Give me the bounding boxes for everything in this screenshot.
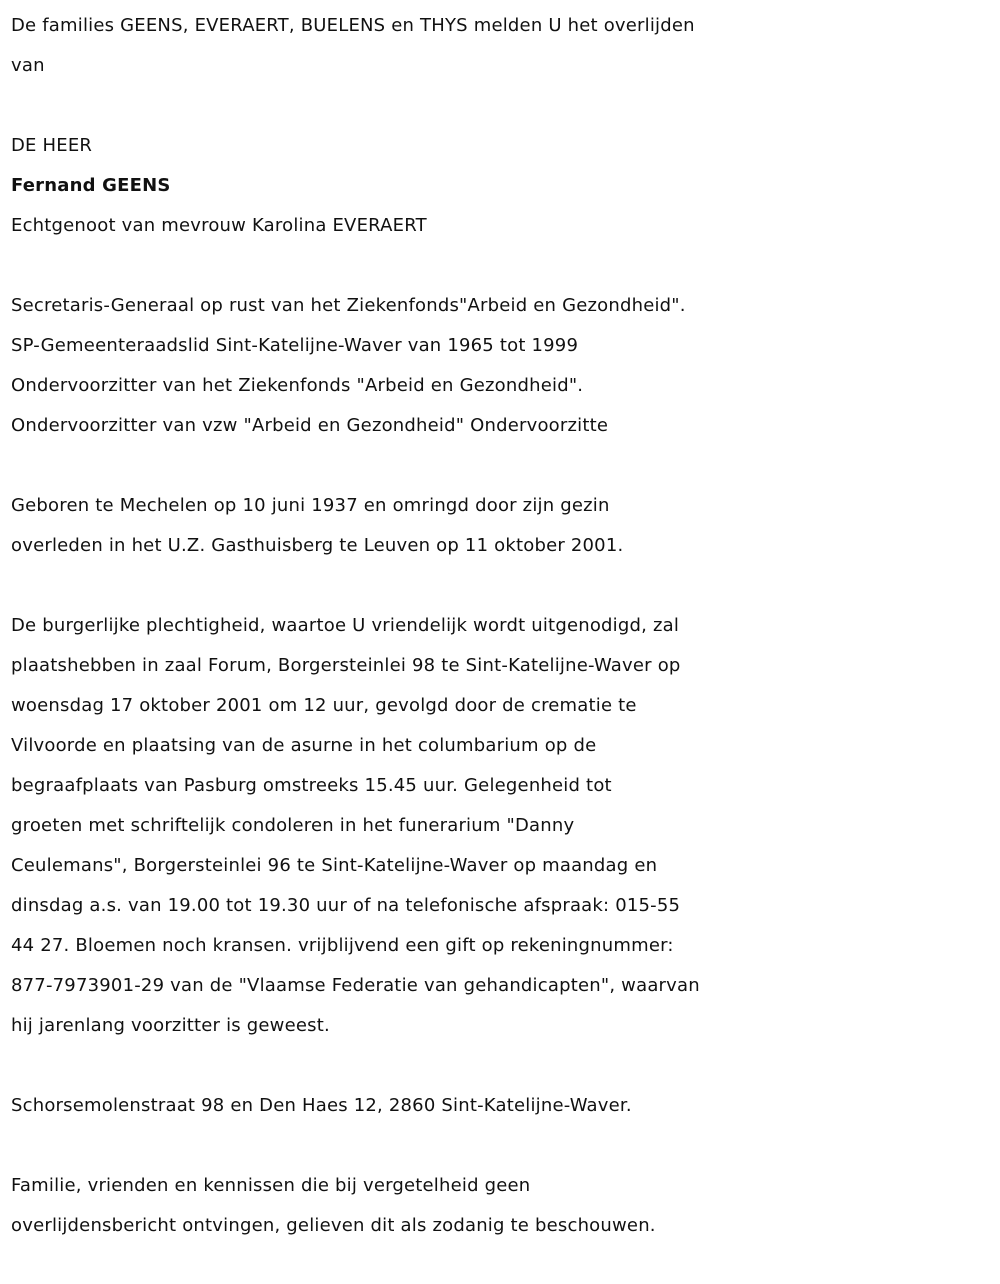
function-line: Ondervoorzitter van het Ziekenfonds "Arbeid en Gezondheid". (11, 375, 584, 396)
ceremony-line: 877-7973901-29 van de "Vlaamse Federatie van gehandicapten", waarvan (11, 975, 700, 996)
person-spouse: Echtgenoot van mevrouw Karolina EVERAERT (11, 215, 427, 236)
address-paragraph (11, 1086, 990, 1126)
intro-paragraph (11, 6, 990, 86)
person-block (11, 126, 990, 246)
obituary-notice (0, 6, 1000, 1246)
ceremony-line: dinsdag a.s. van 19.00 tot 19.30 uur of na telefonische afspraak: 015-55 (11, 895, 681, 916)
person-name: Fernand GEENS (11, 175, 171, 196)
birth-death-line: Geboren te Mechelen op 10 juni 1937 en omringd door zijn gezin (11, 495, 610, 516)
closing-paragraph (11, 1166, 990, 1246)
birth-death-paragraph (11, 486, 990, 566)
functions-paragraph (11, 286, 990, 446)
closing-line: overlijdensbericht ontvingen, gelieven dit als zodanig te beschouwen. (11, 1215, 656, 1236)
function-line: SP-Gemeenteraadslid Sint-Katelijne-Waver van 1965 tot 1999 (11, 335, 579, 356)
ceremony-line: Vilvoorde en plaatsing van de asurne in het columbarium op de (11, 735, 597, 756)
ceremony-paragraph (11, 606, 990, 1046)
address-line: Schorsemolenstraat 98 en Den Haes 12, 2860 Sint-Katelijne-Waver. (11, 1095, 632, 1116)
ceremony-line: hij jarenlang voorzitter is geweest. (11, 1015, 330, 1036)
ceremony-line: woensdag 17 oktober 2001 om 12 uur, gevolgd door de crematie te (11, 695, 637, 716)
ceremony-line: Ceulemans", Borgersteinlei 96 te Sint-Katelijne-Waver op maandag en (11, 855, 658, 876)
ceremony-line: groeten met schriftelijk condoleren in het funerarium "Danny (11, 815, 575, 836)
function-line: Secretaris-Generaal op rust van het Ziekenfonds"Arbeid en Gezondheid". (11, 295, 686, 316)
ceremony-line: begraafplaats van Pasburg omstreeks 15.45 uur. Gelegenheid tot (11, 775, 612, 796)
birth-death-line: overleden in het U.Z. Gasthuisberg te Leuven op 11 oktober 2001. (11, 535, 624, 556)
function-line: Ondervoorzitter van vzw "Arbeid en Gezondheid" Ondervoorzitte (11, 415, 609, 436)
ceremony-line: De burgerlijke plechtigheid, waartoe U vriendelijk wordt uitgenodigd, zal (11, 615, 680, 636)
person-title: DE HEER (11, 135, 93, 156)
intro-line: De families GEENS, EVERAERT, BUELENS en THYS melden U het overlijden (11, 15, 695, 36)
ceremony-line: plaatshebben in zaal Forum, Borgersteinlei 98 te Sint-Katelijne-Waver op (11, 655, 681, 676)
intro-line: van (11, 55, 45, 76)
closing-line: Familie, vrienden en kennissen die bij vergetelheid geen (11, 1175, 531, 1196)
ceremony-line: 44 27. Bloemen noch kransen. vrijblijvend een gift op rekeningnummer: (11, 935, 674, 956)
